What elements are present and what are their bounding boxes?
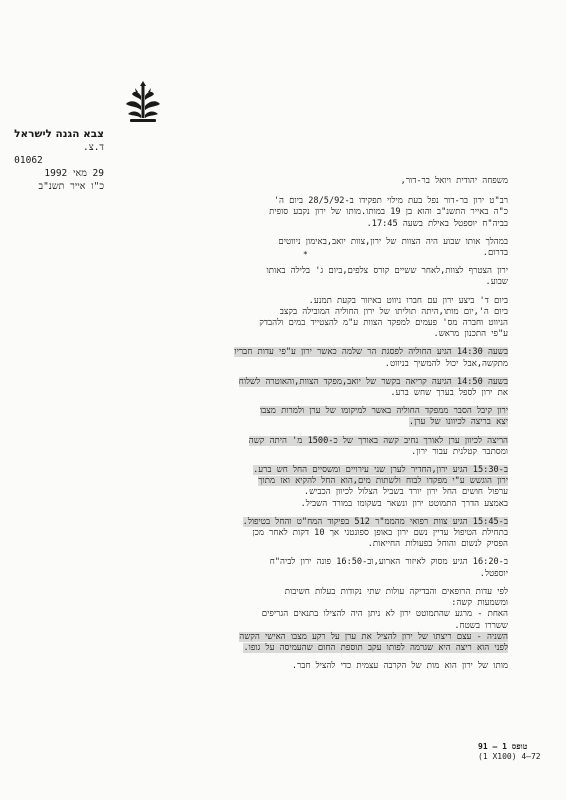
text-line: ומשמעות קשה: (451, 598, 508, 609)
text-line: ומסתבר קטלנית עבור ירון. (411, 446, 508, 457)
text-line: יצא בריצה לכיוונו של ערן. (408, 417, 508, 428)
salutation: משפחה יהודית ויואל בר-דור, (400, 176, 508, 186)
hebrew-date: כ"ו אייר תשנ"ב (38, 181, 104, 192)
ref-label: ד.צ. (83, 142, 104, 153)
letter-body (88, 176, 508, 679)
text-line: ביום ד' ביצע ירון עם חברו ניווט באיזור בקעת תמנע. (308, 295, 508, 306)
text-line: יוספטל. (479, 568, 508, 579)
paragraph (88, 661, 508, 672)
text-line: ששררו בשטח. (454, 620, 508, 631)
text-line: ב-16:20 הגיע מסוק לאיזור הארוע,וב-16:50 פונה ירון לביה"ח (269, 557, 508, 568)
gregorian-date: 29 מאי 1992 (44, 168, 104, 179)
paragraph (88, 587, 508, 654)
text-line: ב-15:45 הגיע צוות רפואי מהממ"ר 512 בפיקוד המח"ט והחל בטיפול. (242, 516, 508, 527)
text-line: בתחילת הטיפול עדיין נשם ירון באופן ספונטני אך 10 דקות לאחר מכן (252, 528, 508, 539)
text-line: ביום ה',יום מותו,היתה תוליתו של ירון החוליה המובילה בקצב (279, 306, 508, 317)
text-line: מתקשה,אבל יכול להמשיך בניווט. (384, 358, 508, 369)
form-number: 91 — 1 טופס (478, 742, 528, 751)
text-line: ערפול חושים החל ירון יורד בשביל הצלול לכיוון הכביש. (303, 487, 508, 498)
paragraph (88, 557, 508, 579)
idf-emblem-icon (120, 80, 166, 126)
text-line: רב"ט ירון בר-דור נפל בעת מילוי תפקידו ב-28/5/92 ביום ה' (273, 196, 508, 207)
paragraph (88, 436, 508, 458)
paragraph (88, 237, 508, 259)
paragraph (88, 517, 508, 551)
text-line: כ"ה באייר התשנ"ב והוא בן 19 במותו.מותו של ירון נקבע סופית (269, 207, 508, 218)
text-line: בדרום. (482, 248, 508, 259)
text-line: לפי עדות הרופאים והבדיקה עולות שתי נקודות בעלות חשיבות (284, 586, 508, 597)
text-line: הריצה לכיוון ערן לאורך נחיב קשה באורך של כ-1500 מ' היתה קשה (248, 435, 508, 446)
text-line: ב-15:30 הגיע ירון,החדיר לערן שני עירויים ומשסיים החל חש ברע. (253, 465, 508, 476)
text-line: באמצע הדרך התמוטט ירון ונשאר בשקומו במורד השביל. (300, 498, 508, 509)
text-line: בשעה 14:30 הגיע החוליה לפסגת הר שלמה כאשר ירון ע"פי עדות חבריו (234, 347, 508, 358)
text-line: שבוע. (485, 277, 508, 288)
form-footer (478, 742, 541, 762)
paragraph (88, 465, 508, 510)
text-line: במהלך אותו שבוע היה הצוות של ירון,צוות יואב,באימון ניווטים (278, 236, 508, 247)
organization-name: צבא הגנה לישראל (14, 128, 104, 140)
paragraph (88, 296, 508, 341)
ref-number: 01062 (14, 155, 43, 166)
text-line: ירון הוגשש ע"י מפקדו לבוח ולשתות מים,הוא החל להקיא ואז מתוך (258, 476, 508, 487)
text-line: ירון הצטרף לצוות,לאחר ששיים קורס צלפים,ביום ג' בלילה באותו (266, 266, 508, 277)
form-print-code: (1 X100) 4—72 (478, 752, 541, 761)
text-line: בביה"ח יוספטל באילת בשעה 17:45. (366, 218, 508, 229)
text-line: השניה - עצם ריצתו של ירון להציל את ערן על רקע מצבו האישי הקשה (239, 631, 508, 642)
ref-line (14, 141, 104, 154)
asterisk-mark: * (303, 250, 308, 259)
paragraph (88, 196, 508, 230)
paragraph (88, 347, 508, 369)
text-line: האחת - מרגע שהתמוטט ירון לא ניתן היה להצילו בתנאים הגריפים (261, 609, 508, 620)
text-line: בשעה 14:50 הגיעה קריאה בקשר של יואב,מפקד הצוות,והאוטרה לשלוח (238, 376, 508, 387)
text-line: הפסיק לנשום והוחל בפעולות החייאות. (367, 539, 508, 550)
text-line: לפני הוא ריצה היא שגרמה לפותו עקב תוספת החום שהעמיסה על גופו. (243, 642, 508, 653)
paragraph (88, 266, 508, 288)
paragraph (88, 377, 508, 399)
text-line: הניווט וחברה מס' פעמים למפקד הצוות ע"מ להצטייד במים ולהבדק (259, 318, 508, 329)
paragraph (88, 406, 508, 428)
text-line: את ירון לספל בערך שחש ברע. (390, 388, 508, 399)
text-line: ע"פי התכנון מראש. (433, 329, 508, 340)
text-line: ירון קיבל הסבר ממפקד החוליה באשר למיקומו של ערן ולמרות מצבו (259, 406, 508, 417)
text-line: מותו של ירון הוא מות של הקרבה עצמית כדי להציל חבר. (291, 661, 508, 672)
